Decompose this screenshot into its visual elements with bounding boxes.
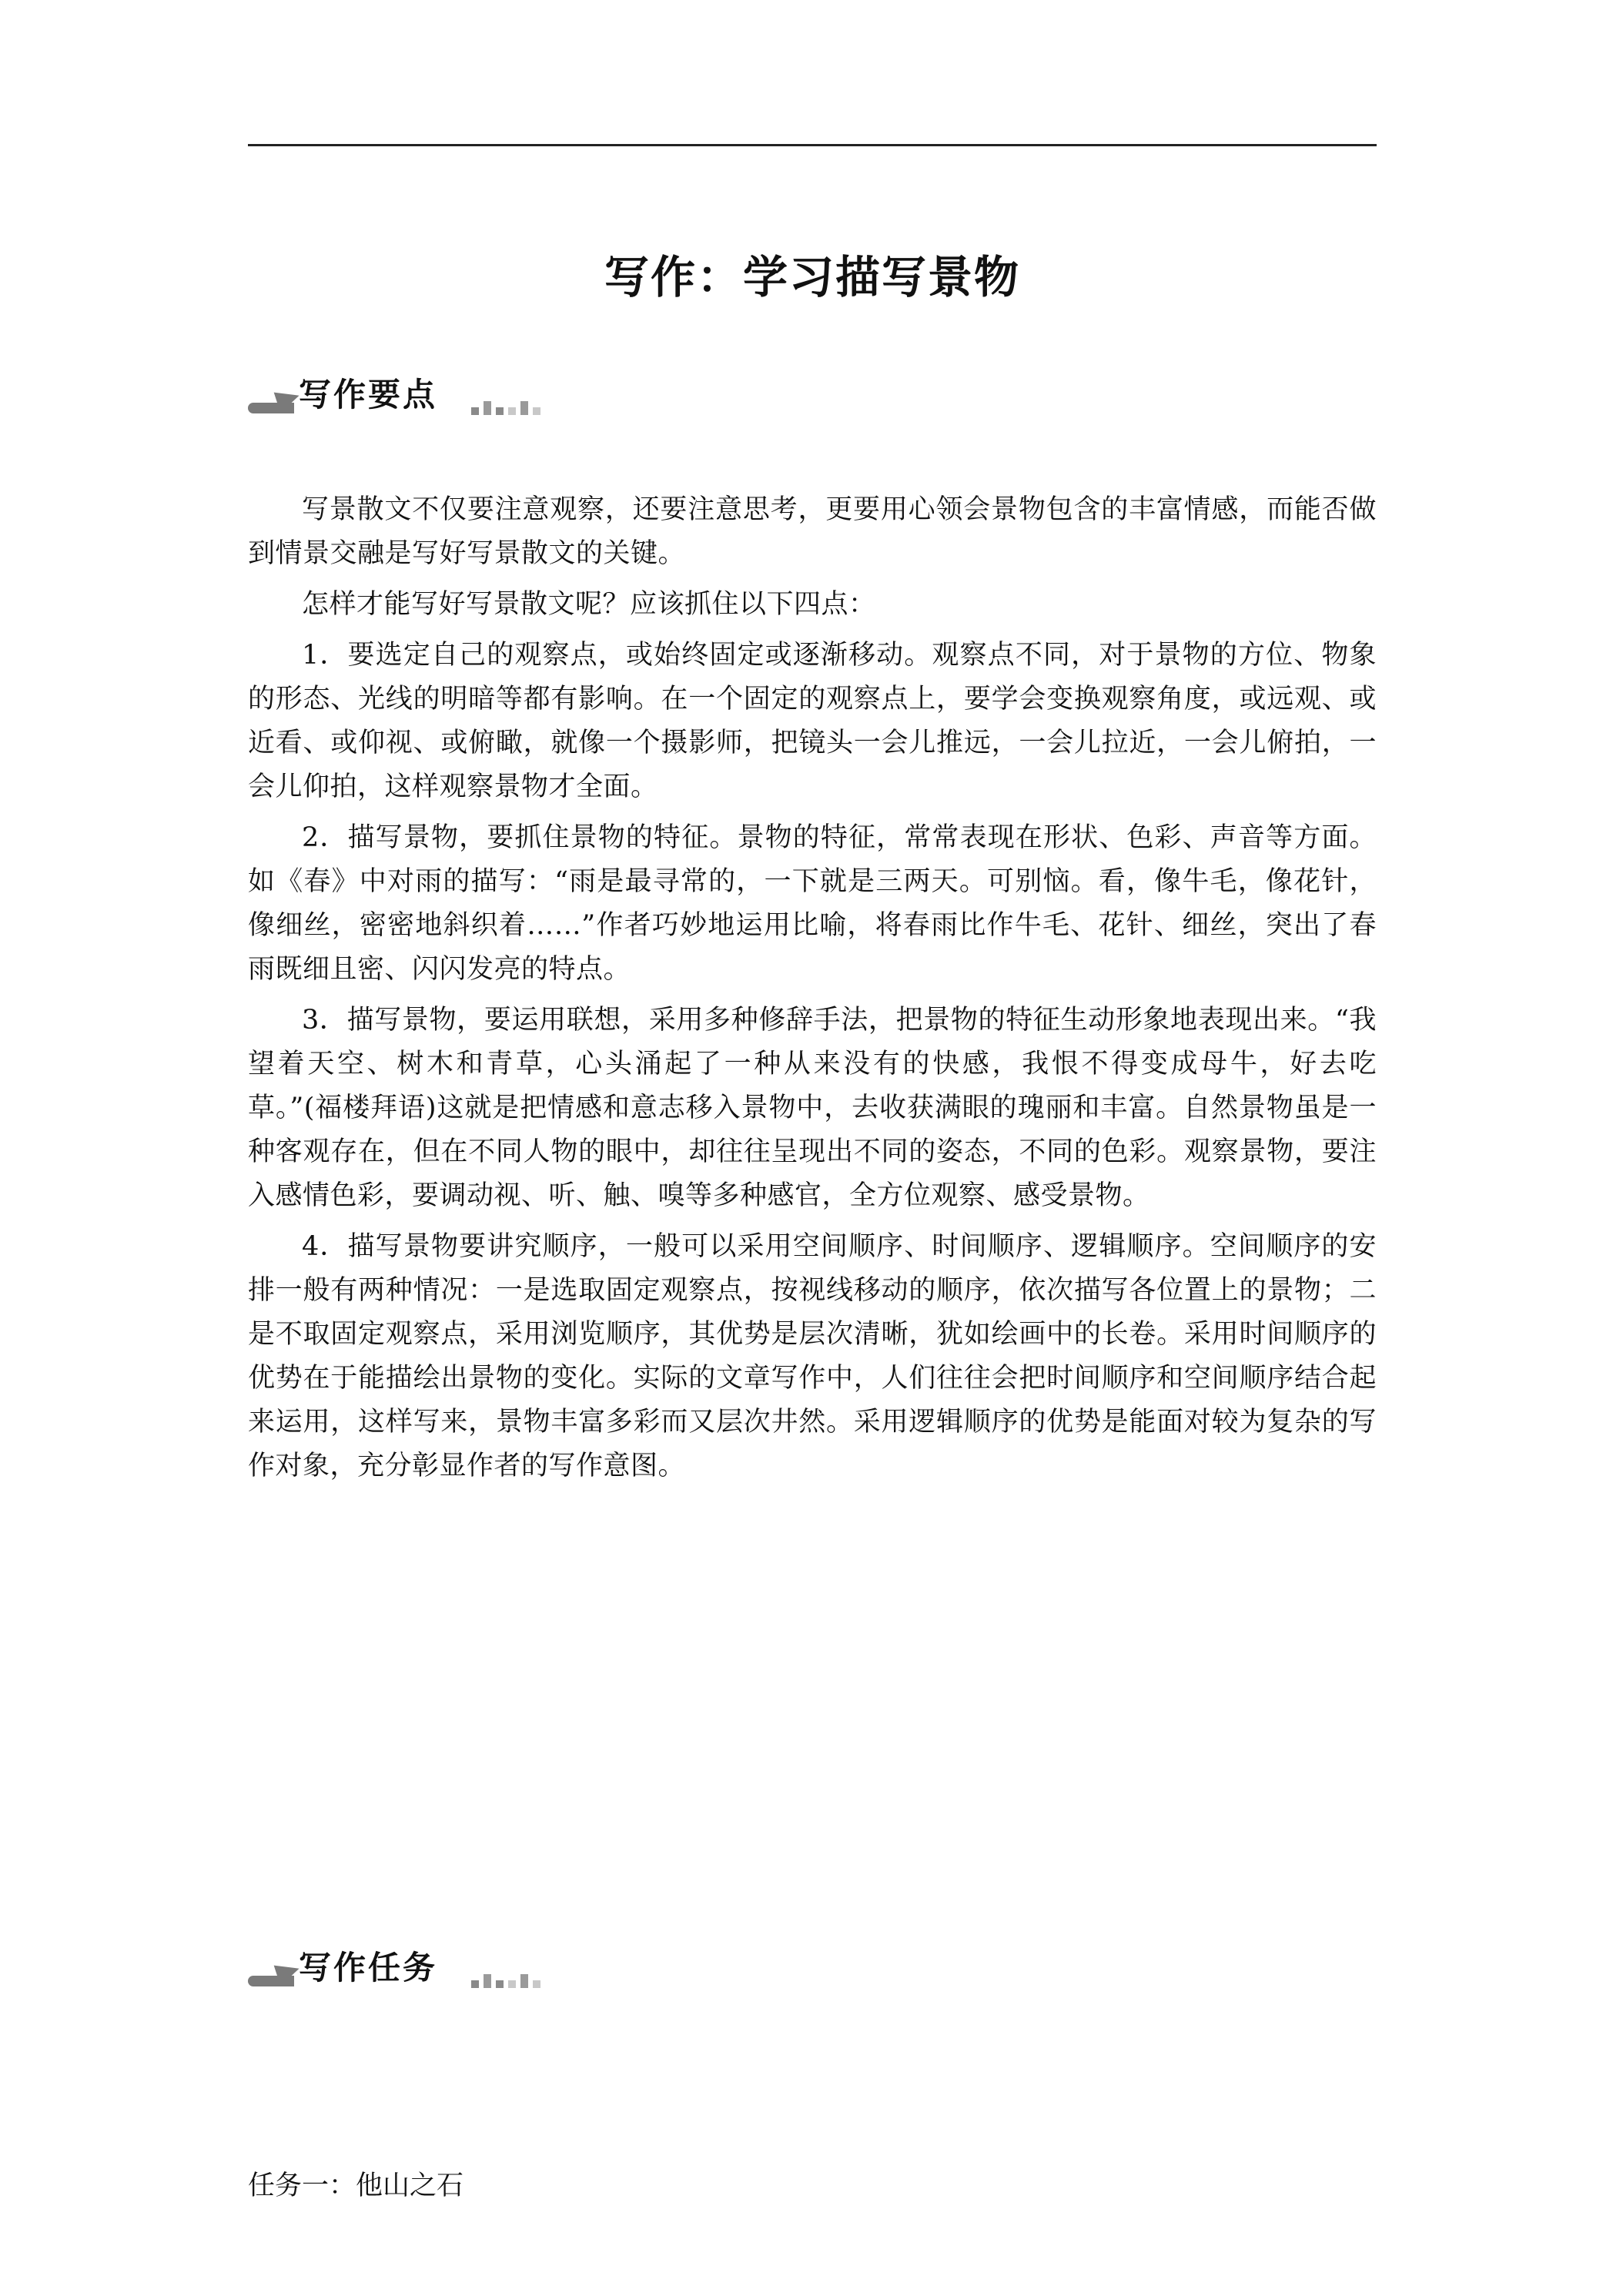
task-heading: 任务一：他山之石 <box>248 2170 464 2201</box>
dots-ornament-icon <box>471 401 540 415</box>
paragraph: 4．描写景物要讲究顺序，一般可以采用空间顺序、时间顺序、逻辑顺序。空间顺序的安排一般有两种情况：一是选取固定观察点，按视线移动的顺序，依次描写各位置上的景物；二是不取固定观察点，采用浏览顺序，其优势是层次清晰，犹如绘画中的长卷。采用时间顺序的优势在于能描绘出景物的变化。实际的文章写作中，人们往往会把时间顺序和空间顺序结合起来运用，这样写来，景物丰富多彩而又层次井然。采用逻辑顺序的优势是能面对较为复杂的写作对象，充分彰显作者的写作意图。 <box>248 1231 1377 1481</box>
paragraph: 3．描写景物，要运用联想，采用多种修辞手法，把景物的特征生动形象地表现出来。“我望着天空、树木和青草，心头涌起了一种从来没有的快感，我恨不得变成母牛，好去吃草。”(福楼拜语)这就是把情感和意志移入景物中，去收获满眼的瑰丽和丰富。自然景物虽是一种客观存在，但在不同人物的眼中，却往往呈现出不同的姿态，不同的色彩。观察景物，要注入感情色彩，要调动视、听、触、嗅等多种感官，全方位观察、感受景物。 <box>248 1005 1377 1211</box>
paragraph: 写景散文不仅要注意观察，还要注意思考，更要用心领会景物包含的丰富情感，而能否做到情景交融是写好写景散文的关键。 <box>248 494 1377 569</box>
top-rule <box>248 144 1377 146</box>
page-title: 写作：学习描写景物 <box>604 251 1020 303</box>
paragraph: 怎样才能写好写景散文呢？应该抓住以下四点： <box>302 589 876 620</box>
paragraph: 2．描写景物，要抓住景物的特征。景物的特征，常常表现在形状、色彩、声音等方面。如《春》中对雨的描写：“雨是最寻常的，一下就是三两天。可别恼。看，像牛毛，像花针，像细丝，密密地斜织着……”作者巧妙地运用比喻，将春雨比作牛毛、花针、细丝，突出了春雨既细且密、闪闪发亮的特点。 <box>248 822 1377 985</box>
paragraph: 1．要选定自己的观察点，或始终固定或逐渐移动。观察点不同，对于景物的方位、物象的形态、光线的明暗等都有影响。在一个固定的观察点上，要学会变换观察角度，或远观、或近看、或仰视、或俯瞰，就像一个摄影师，把镜头一会儿推远，一会儿拉近，一会儿俯拍，一会儿仰拍，这样观察景物才全面。 <box>248 640 1377 802</box>
section-label: 写作任务 <box>299 1949 438 1986</box>
key-points-body <box>248 488 1377 1495</box>
dots-ornament-icon <box>471 1974 540 1988</box>
section-header-key-points <box>248 372 571 418</box>
section-label: 写作要点 <box>299 376 438 413</box>
section-header-tasks <box>248 1945 571 1991</box>
